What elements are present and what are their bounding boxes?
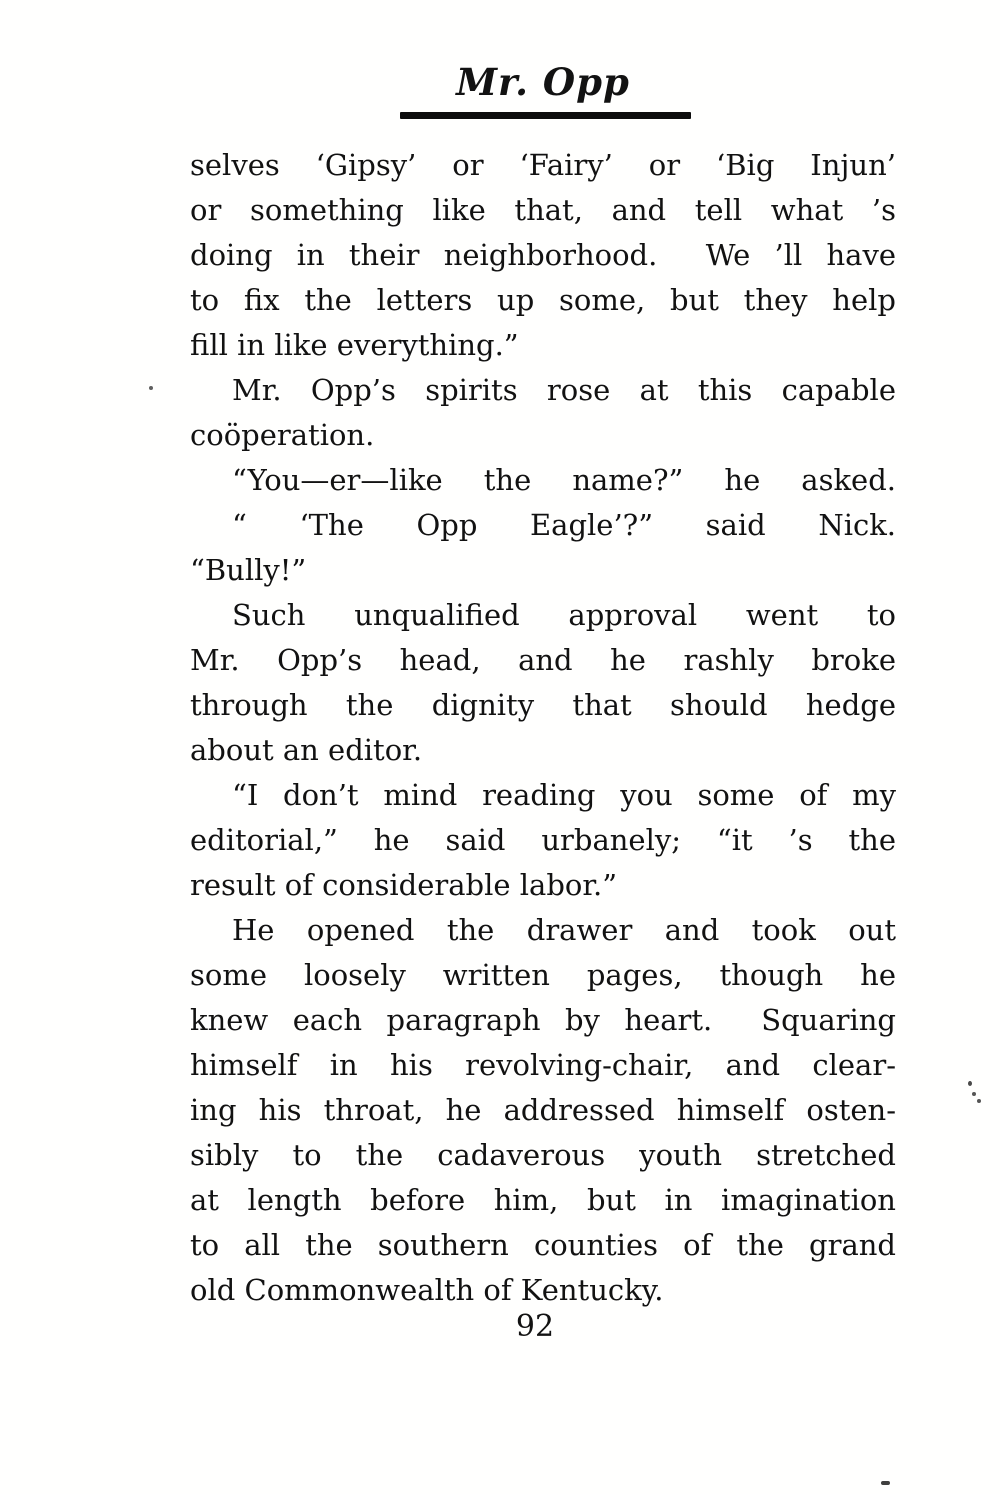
paragraph bbox=[190, 908, 896, 1313]
scan-speck bbox=[972, 1092, 976, 1096]
text-line: coöperation. bbox=[190, 418, 375, 452]
paragraph bbox=[190, 368, 896, 458]
text-line: to fix the letters up some, but they help bbox=[190, 283, 896, 317]
text-line: sibly to the cadaverous youth stretched bbox=[190, 1138, 896, 1172]
text-line: “ ‘The Opp Eagle’?” said Nick. bbox=[232, 508, 896, 542]
page-number: 92 bbox=[515, 1309, 555, 1344]
text-line: “I don’t mind reading you some of my bbox=[232, 778, 896, 812]
text-line: himself in his revolving-chair, and clear- bbox=[190, 1048, 896, 1082]
text-line: fill in like everything.” bbox=[190, 328, 519, 362]
scan-speck bbox=[968, 1081, 972, 1086]
scan-speck bbox=[977, 1099, 981, 1103]
text-line: “Bully!” bbox=[190, 553, 307, 587]
text-line: old Commonwealth of Kentucky. bbox=[190, 1273, 664, 1307]
text-line: to all the southern counties of the grand bbox=[190, 1228, 896, 1262]
text-line: He opened the drawer and took out bbox=[232, 913, 896, 947]
text-line: result of considerable labor.” bbox=[190, 868, 618, 902]
text-line: editorial,” he said urbanely; “it ’s the bbox=[190, 823, 896, 857]
text-line: Mr. Opp’s spirits rose at this capable bbox=[232, 373, 896, 407]
text-line: selves ‘Gipsy’ or ‘Fairy’ or ‘Big Injun’ bbox=[190, 148, 896, 182]
scan-speck bbox=[881, 1481, 890, 1485]
text-line: knew each paragraph by heart. Squaring bbox=[190, 1003, 896, 1037]
paragraph bbox=[190, 458, 896, 503]
paragraph bbox=[190, 143, 896, 368]
paragraph bbox=[190, 593, 896, 773]
paragraph bbox=[190, 503, 896, 593]
text-line: “You—er—like the name?” he asked. bbox=[232, 463, 896, 497]
scan-speck bbox=[149, 386, 153, 390]
text-line: Such unqualified approval went to bbox=[232, 598, 896, 632]
text-line: ing his throat, he addressed himself osten- bbox=[190, 1093, 896, 1127]
text-line: about an editor. bbox=[190, 733, 423, 767]
text-line: or something like that, and tell what ’s bbox=[190, 193, 896, 227]
paragraph bbox=[190, 773, 896, 908]
text-line: Mr. Opp’s head, and he rashly broke bbox=[190, 643, 896, 677]
text-line: at length before him, but in imagination bbox=[190, 1183, 896, 1217]
text-line: doing in their neighborhood. We ’ll have bbox=[190, 238, 896, 272]
header-rule bbox=[400, 112, 691, 119]
body-text bbox=[190, 143, 896, 1313]
text-line: some loosely written pages, though he bbox=[190, 958, 896, 992]
text-line: through the dignity that should hedge bbox=[190, 688, 896, 722]
running-title: Mr. Opp bbox=[456, 60, 630, 104]
